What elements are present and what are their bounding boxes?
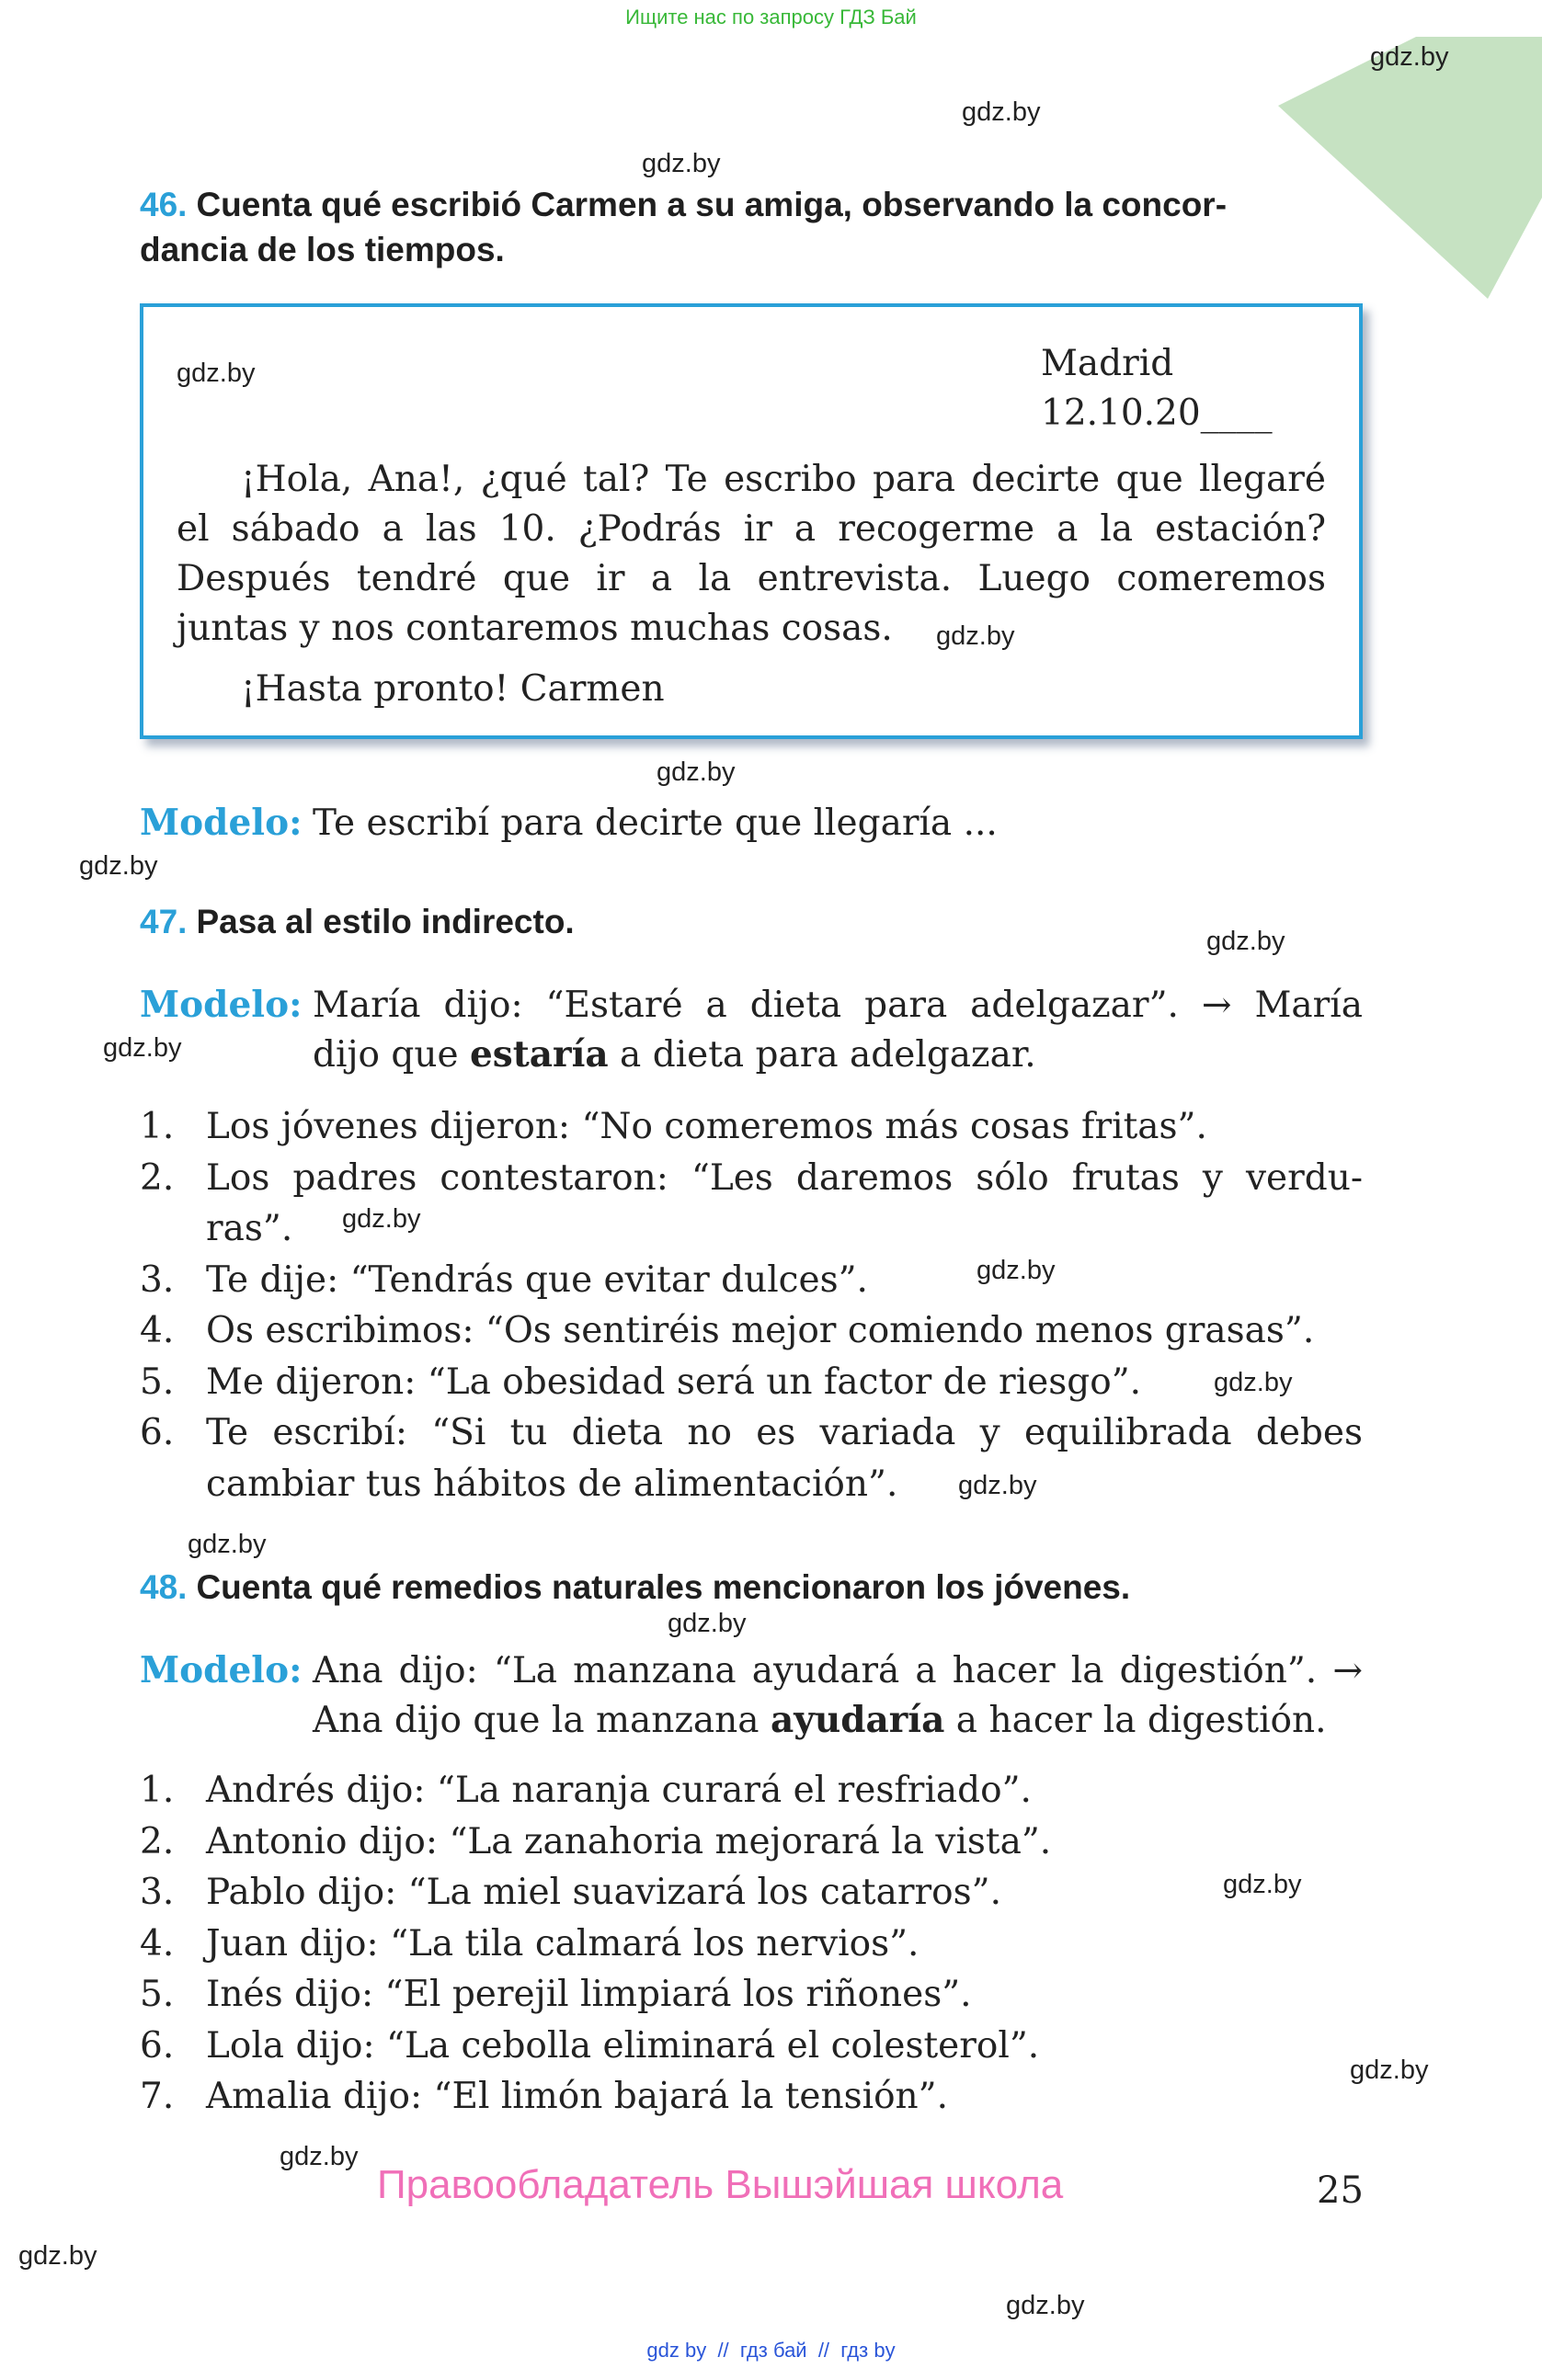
watermark: gdz.by bbox=[1223, 1870, 1302, 1899]
modelo-48-line1: Ana dijo: “La manzana ayudará a hacer la digestión”. → bbox=[313, 1650, 1363, 1691]
item-number: 6. bbox=[140, 1412, 175, 1453]
watermark: gdz.by bbox=[642, 149, 721, 178]
item-text: Te escribí: “Si tu dieta no es variada y equilibrada debes bbox=[206, 1412, 1363, 1453]
item-number: 1. bbox=[140, 1770, 175, 1811]
item-text: Inés dijo: “El perejil limpiará los riñones”. bbox=[206, 1974, 972, 2015]
watermark: gdz.by bbox=[188, 1530, 267, 1559]
list-item bbox=[140, 1867, 1363, 1919]
item-text: Me dijeron: “La obesidad será un factor de riesgo”. bbox=[206, 1361, 1142, 1403]
letter-closing: ¡Hasta pronto! Carmen bbox=[241, 668, 665, 710]
list-item bbox=[140, 2071, 1363, 2123]
item-text: Lola dijo: “La cebolla eliminará el colesterol”. bbox=[206, 2024, 1040, 2067]
watermark: gdz.by bbox=[1006, 2291, 1085, 2320]
item-text: Os escribimos: “Os sentiréis mejor comiendo menos grasas”. bbox=[206, 1310, 1315, 1351]
watermark: gdz.by bbox=[958, 1471, 1037, 1500]
task-title: Pasa al estilo indirecto. bbox=[196, 903, 575, 940]
watermark: gdz.by bbox=[962, 97, 1041, 127]
modelo-text: a hacer la digestión. bbox=[944, 1700, 1327, 1741]
item-number: 5. bbox=[140, 1974, 175, 2015]
task-number: 47. bbox=[140, 903, 188, 940]
modelo-46 bbox=[140, 798, 303, 848]
item-number: 3. bbox=[140, 1258, 175, 1301]
watermark: gdz.by bbox=[342, 1204, 421, 1234]
task-46-heading-cont: dancia de los tiempos. bbox=[140, 231, 505, 268]
item-number: 4. bbox=[140, 1922, 175, 1964]
rights-holder: Правообладатель Вышэйшая школа bbox=[377, 2162, 1064, 2207]
letter-line: ¡Hola, Ana!, ¿qué tal? Te escribo para decirte que llegaré bbox=[241, 459, 1326, 500]
item-text: ras”. bbox=[206, 1208, 293, 1249]
watermark: gdz.by bbox=[657, 757, 736, 787]
list-item bbox=[140, 1255, 1363, 1306]
modelo-47-line1: María dijo: “Estaré a dieta para adelgazar”. → María bbox=[313, 985, 1363, 1026]
item-number: 6. bbox=[140, 2024, 175, 2067]
watermark: gdz.by bbox=[668, 1609, 747, 1638]
letter-box bbox=[140, 303, 1363, 739]
watermark: gdz.by bbox=[936, 621, 1015, 651]
letter-line: juntas y nos contaremos muchas cosas. bbox=[177, 608, 893, 649]
letter-line: el sábado a las 10. ¿Podrás ir a recogerme a la estación? bbox=[177, 508, 1326, 550]
corner-triangle bbox=[1278, 37, 1542, 303]
list-item bbox=[140, 1101, 1363, 1153]
watermark: gdz.by bbox=[79, 851, 158, 881]
modelo-48-line2 bbox=[313, 1695, 1327, 1746]
task-number: 48. bbox=[140, 1568, 188, 1606]
modelo-text: dijo que bbox=[313, 1034, 470, 1076]
item-text: Los padres contestaron: “Les daremos sólo frutas y verdu- bbox=[206, 1156, 1363, 1199]
item-number: 3. bbox=[140, 1872, 175, 1913]
task-title: Cuenta qué escribió Carmen a su amiga, observando la concor- bbox=[196, 186, 1228, 223]
task-48-heading bbox=[140, 1565, 1130, 1611]
modelo-label: Modelo: bbox=[140, 984, 303, 1026]
item-text: Antonio dijo: “La zanahoria mejorará la vista”. bbox=[206, 1820, 1052, 1862]
task-46-heading bbox=[140, 182, 1363, 228]
item-number: 2. bbox=[140, 1156, 175, 1199]
item-text: Amalia dijo: “El limón bajará la tensión”. bbox=[206, 2076, 949, 2117]
item-number: 5. bbox=[140, 1361, 175, 1403]
list-item bbox=[140, 2021, 1363, 2072]
letter-line: Después tendré que ir a la entrevista. Luego comeremos bbox=[177, 558, 1326, 599]
watermark: gdz.by bbox=[280, 2142, 359, 2171]
task-title: Cuenta qué remedios naturales mencionaron los jóvenes. bbox=[196, 1568, 1131, 1606]
letter-city: Madrid bbox=[1041, 343, 1174, 384]
item-number: 2. bbox=[140, 1820, 175, 1862]
letter-date: 12.10.20____ bbox=[1041, 393, 1273, 434]
top-banner: Ищите нас по запросу ГДЗ Бай bbox=[625, 6, 917, 28]
list-item bbox=[140, 1407, 1363, 1509]
item-text: cambiar tus hábitos de alimentación”. bbox=[206, 1463, 898, 1505]
list-item bbox=[140, 1969, 1363, 2021]
list-item bbox=[140, 1153, 1363, 1255]
watermark: gdz.by bbox=[1206, 927, 1285, 956]
task-47-list bbox=[140, 1101, 1363, 1509]
item-number: 1. bbox=[140, 1106, 175, 1147]
watermark: gdz.by bbox=[1350, 2055, 1429, 2085]
list-item bbox=[140, 1305, 1363, 1357]
watermark: gdz.by bbox=[1214, 1368, 1293, 1397]
list-item bbox=[140, 1765, 1363, 1816]
item-number: 4. bbox=[140, 1310, 175, 1351]
modelo-text: a dieta para adelgazar. bbox=[608, 1034, 1036, 1076]
modelo-bold-verb: estaría bbox=[469, 1033, 609, 1076]
modelo-bold-verb: ayudaría bbox=[770, 1699, 945, 1741]
task-48-list bbox=[140, 1765, 1363, 2123]
watermark: gdz.by bbox=[1370, 42, 1449, 72]
modelo-label: Modelo: bbox=[140, 802, 303, 844]
modelo-47 bbox=[140, 980, 303, 1031]
modelo-text: Ana dijo que la manzana bbox=[313, 1700, 771, 1741]
item-text: Los jóvenes dijeron: “No comeremos más cosas fritas”. bbox=[206, 1106, 1207, 1147]
item-text: Juan dijo: “La tila calmará los nervios”. bbox=[206, 1922, 919, 1964]
modelo-48 bbox=[140, 1646, 303, 1696]
task-number: 46. bbox=[140, 186, 188, 223]
task-47-heading bbox=[140, 899, 575, 945]
list-item bbox=[140, 1816, 1363, 1868]
watermark: gdz.by bbox=[177, 359, 256, 388]
watermark: gdz.by bbox=[18, 2241, 97, 2271]
watermark: gdz.by bbox=[103, 1033, 182, 1063]
modelo-47-line2 bbox=[313, 1030, 1036, 1080]
modelo-label: Modelo: bbox=[140, 1649, 303, 1691]
list-item bbox=[140, 1357, 1363, 1408]
bottom-links[interactable]: gdz by // гдз бай // гдз by bbox=[646, 2339, 896, 2362]
page-number: 25 bbox=[1317, 2169, 1364, 2212]
item-number: 7. bbox=[140, 2076, 175, 2117]
item-text: Te dije: “Tendrás que evitar dulces”. bbox=[206, 1258, 868, 1301]
watermark: gdz.by bbox=[977, 1256, 1056, 1285]
modelo-46-text: Te escribí para decirte que llegaría ... bbox=[313, 803, 998, 844]
item-text: Pablo dijo: “La miel suavizará los catarros”. bbox=[206, 1872, 1001, 1913]
item-text: Andrés dijo: “La naranja curará el resfriado”. bbox=[206, 1770, 1032, 1811]
list-item bbox=[140, 1919, 1363, 1970]
